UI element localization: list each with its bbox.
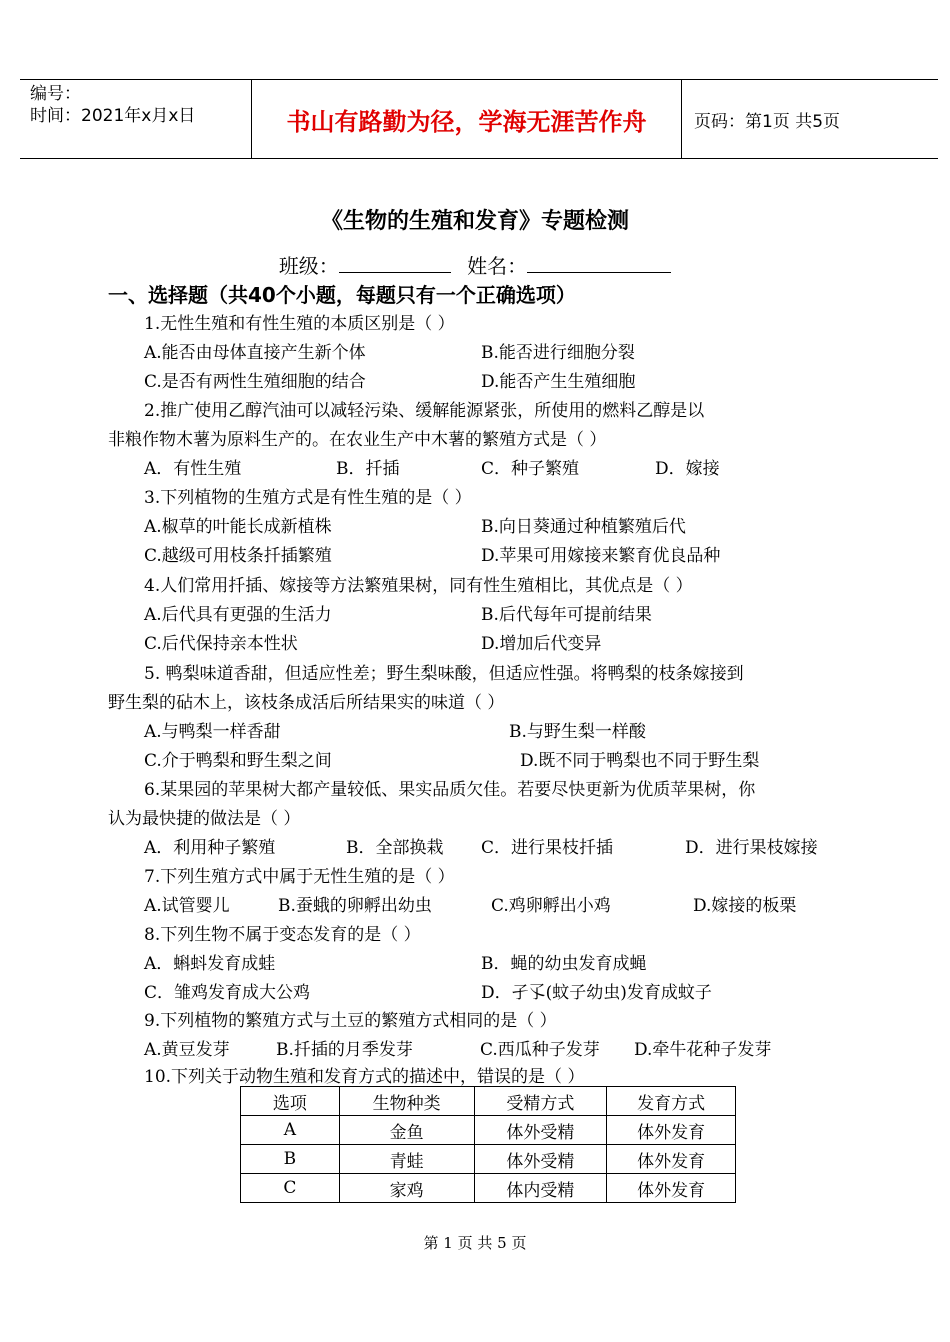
table-cell: 家鸡 (339, 1174, 474, 1203)
table-header: 选项 (241, 1087, 340, 1116)
table-header-row (241, 1087, 736, 1116)
option-8c: C．雏鸡发育成大公鸡 (144, 983, 311, 1003)
option-6a: A．利用种子繁殖 (144, 838, 276, 858)
option-7b: B.蚕蛾的卵孵出幼虫 (278, 896, 432, 916)
question-10: 10.下列关于动物生殖和发育方式的描述中，错误的是（ ） (144, 1067, 585, 1087)
table-cell: A (241, 1116, 340, 1145)
option-1a: A.能否由母体直接产生新个体 (144, 343, 366, 363)
table-row (241, 1145, 736, 1174)
option-1b: B.能否进行细胞分裂 (481, 343, 635, 363)
option-6c: C．进行果枝扦插 (481, 838, 614, 858)
question-2-line2: 非粮作物木薯为原料生产的。在农业生产中木薯的繁殖方式是（ ） (108, 430, 607, 450)
table-row (241, 1116, 736, 1145)
question-3: 3.下列植物的生殖方式是有性生殖的是（ ） (144, 488, 472, 508)
option-8b: B．蝇的幼虫发育成蝇 (481, 954, 647, 974)
name-blank (527, 252, 671, 273)
class-label: 班级： (278, 254, 339, 278)
option-4c: C.后代保持亲本性状 (144, 634, 298, 654)
number-label: 编号： (30, 84, 81, 104)
table-row (241, 1174, 736, 1203)
question-6-line1: 6.某果园的苹果树大都产量较低、果实品质欠佳。若要尽快更新为优质苹果树，你 (144, 780, 756, 800)
option-2d: D．嫁接 (655, 459, 720, 479)
header-table (20, 79, 938, 159)
question-1: 1.无性生殖和有性生殖的本质区别是（ ） (144, 314, 455, 334)
motto: 书山有路勤为径，学海无涯苦作舟 (252, 80, 682, 158)
page-label: 页码：第1页 共5页 (694, 111, 841, 132)
table-cell: C (241, 1174, 340, 1203)
table-header: 受精方式 (474, 1087, 607, 1116)
option-9b: B.扦插的月季发芽 (276, 1040, 413, 1060)
option-2a: A．有性生殖 (144, 459, 242, 479)
question-2-line1: 2.推广使用乙醇汽油可以减轻污染、缓解能源紧张，所使用的燃料乙醇是以 (144, 401, 705, 421)
option-7c: C.鸡卵孵出小鸡 (491, 896, 611, 916)
question-6-line2: 认为最快捷的做法是（ ） (108, 809, 301, 829)
option-1d: D.能否产生生殖细胞 (481, 372, 636, 392)
option-8d: D．孑孓(蚊子幼虫)发育成蚊子 (481, 983, 712, 1003)
option-4a: A.后代具有更强的生活力 (144, 605, 332, 625)
doc-title: 《生物的生殖和发育》专题检测 (320, 209, 629, 234)
table-cell: 体内受精 (474, 1174, 607, 1203)
option-5c: C.介于鸭梨和野生梨之间 (144, 751, 332, 771)
option-2b: B．扦插 (336, 459, 400, 479)
option-9d: D.牵牛花种子发芽 (634, 1040, 772, 1060)
section-heading: 一、选择题（共40个小题，每题只有一个正确选项） (108, 283, 576, 307)
option-2c: C．种子繁殖 (481, 459, 580, 479)
option-9a: A.黄豆发芽 (144, 1040, 230, 1060)
table-cell: 体外发育 (607, 1145, 736, 1174)
table-cell: 金鱼 (339, 1116, 474, 1145)
table-cell: 体外受精 (474, 1116, 607, 1145)
option-5d: D.既不同于鸭梨也不同于野生梨 (520, 751, 760, 771)
question-5-line1: 5. 鸭梨味道香甜，但适应性差；野生梨味酸，但适应性强。将鸭梨的枝条嫁接到 (144, 664, 744, 684)
option-7d: D.嫁接的板栗 (693, 896, 797, 916)
option-6b: B．全部换栽 (346, 838, 444, 858)
table-header: 生物种类 (339, 1087, 474, 1116)
page-footer: 第 1 页 共 5 页 (423, 1234, 527, 1252)
table-cell: 体外受精 (474, 1145, 607, 1174)
option-1c: C.是否有两性生殖细胞的结合 (144, 372, 366, 392)
option-5b: B.与野生梨一样酸 (509, 722, 646, 742)
question-4: 4.人们常用扦插、嫁接等方法繁殖果树，同有性生殖相比，其优点是（ ） (144, 576, 693, 596)
table-cell: B (241, 1145, 340, 1174)
question-8: 8.下列生物不属于变态发育的是（ ） (144, 925, 421, 945)
option-3b: B.向日葵通过种植繁殖后代 (481, 517, 686, 537)
class-name-line (0, 250, 950, 279)
option-3a: A.椒草的叶能长成新植株 (144, 517, 332, 537)
name-label: 姓名： (467, 254, 528, 278)
option-6d: D．进行果枝嫁接 (685, 838, 818, 858)
date-label: 时间：2021年x月x日 (30, 106, 196, 126)
table-cell: 体外发育 (607, 1116, 736, 1145)
option-4b: B.后代每年可提前结果 (481, 605, 652, 625)
table-cell: 体外发育 (607, 1174, 736, 1203)
table-cell: 青蛙 (339, 1145, 474, 1174)
option-7a: A.试管婴儿 (144, 896, 230, 916)
option-5a: A.与鸭梨一样香甜 (144, 722, 281, 742)
question-9: 9.下列植物的繁殖方式与土豆的繁殖方式相同的是（ ） (144, 1011, 557, 1031)
fertilization-table (240, 1086, 736, 1203)
question-7: 7.下列生殖方式中属于无性生殖的是（ ） (144, 867, 455, 887)
option-4d: D.增加后代变异 (481, 634, 602, 654)
table-header: 发育方式 (607, 1087, 736, 1116)
class-blank (339, 252, 451, 273)
option-9c: C.西瓜种子发芽 (480, 1040, 600, 1060)
option-3d: D.苹果可用嫁接来繁育优良品种 (481, 546, 721, 566)
option-3c: C.越级可用枝条扦插繁殖 (144, 546, 332, 566)
question-5-line2: 野生梨的砧木上，该枝条成活后所结果实的味道（ ） (108, 693, 505, 713)
option-8a: A．蝌蚪发育成蛙 (144, 954, 276, 974)
header-info-cell (20, 80, 252, 158)
